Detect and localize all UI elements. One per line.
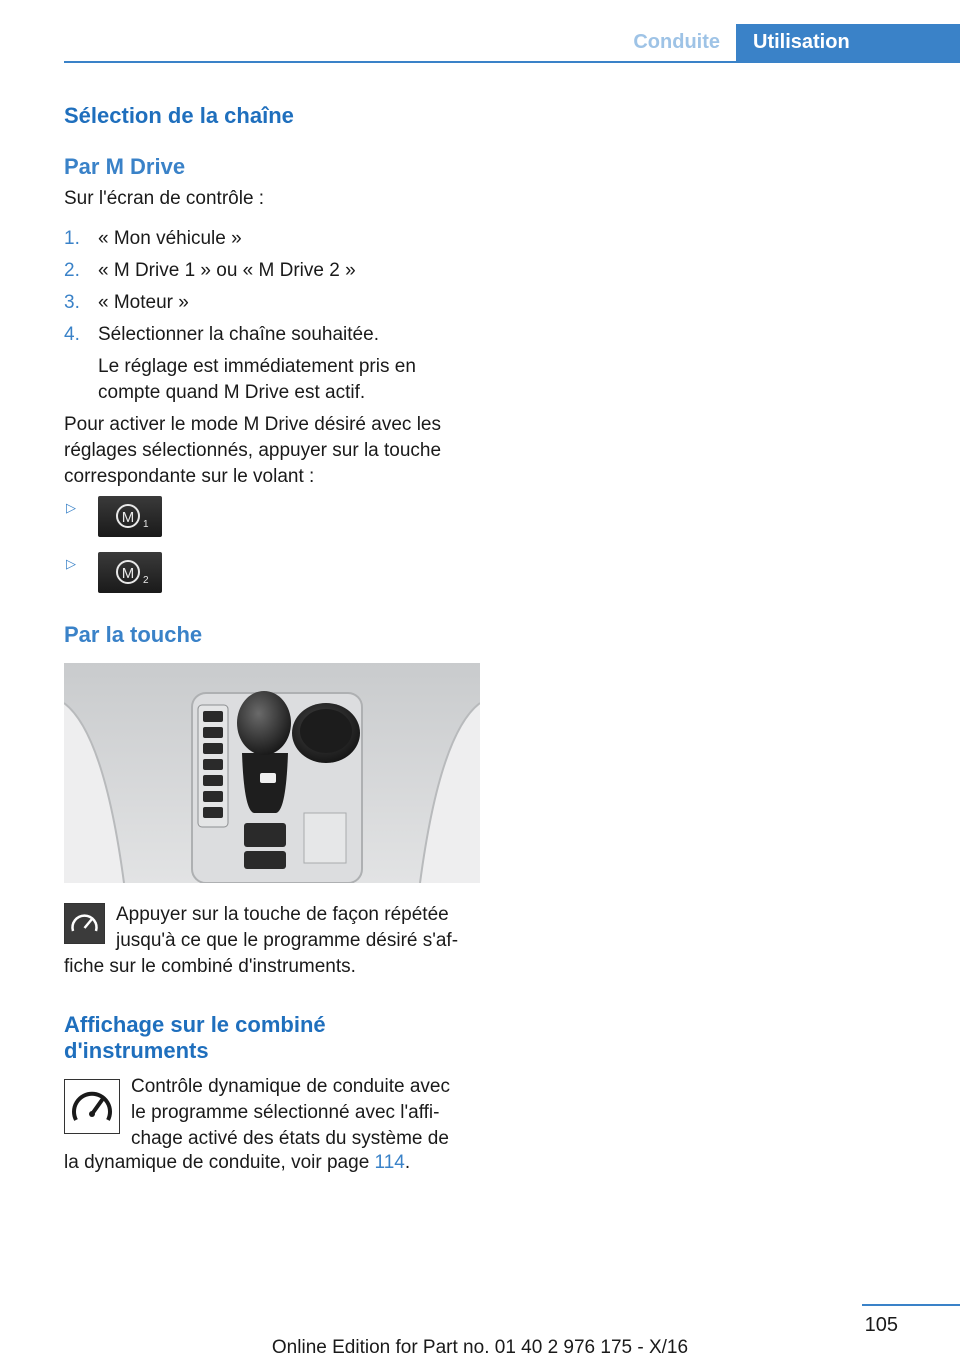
footer-rule xyxy=(862,1304,960,1306)
svg-text:1: 1 xyxy=(143,519,149,530)
heading-par-la-touche: Par la touche xyxy=(64,622,203,647)
paragraph-line: Pour activer le mode M Drive désiré avec les xyxy=(64,414,441,435)
step-note-line: Le réglage est immédiatement pris en xyxy=(98,356,416,377)
step-text: « Mon véhicule » xyxy=(98,228,242,249)
page-title: Sélection de la chaîne xyxy=(64,103,294,128)
step-number: 4. xyxy=(64,324,80,345)
paragraph-line: réglages sélectionnés, appuyer sur la touche xyxy=(64,440,442,461)
page-number: 105 xyxy=(864,1314,898,1336)
svg-text:M: M xyxy=(121,509,135,526)
step-number: 3. xyxy=(64,292,80,313)
step-text: Sélectionner la chaîne souhaitée. xyxy=(98,324,379,345)
edition-text: Online Edition for Part no. 01 40 2 976 175 - X/16 xyxy=(271,1337,689,1358)
step-number: 1. xyxy=(64,228,80,249)
bullet-marker: ▷ xyxy=(66,500,76,515)
heading-par-m-drive: Par M Drive xyxy=(64,154,186,179)
m2-button-icon xyxy=(98,552,162,593)
tab-conduite[interactable]: Conduite xyxy=(633,31,720,53)
reference-suffix: . xyxy=(404,1152,411,1173)
paragraph-line: fiche sur le combiné d'instruments. xyxy=(64,956,356,977)
paragraph-line: le programme sélectionné avec l'affi- xyxy=(131,1102,440,1123)
header-rule xyxy=(64,61,960,63)
paragraph-line: jusqu'à ce que le programme désiré s'af- xyxy=(116,930,459,951)
dynamic-driving-control-icon xyxy=(64,1079,120,1134)
paragraph-line: Appuyer sur la touche de façon répétée xyxy=(116,904,449,925)
step-text: « Moteur » xyxy=(98,292,189,313)
tab-utilisation[interactable]: Utilisation xyxy=(736,24,960,61)
intro-text: Sur l'écran de contrôle : xyxy=(64,188,265,209)
m1-button-icon xyxy=(98,496,162,537)
paragraph-line xyxy=(64,1150,410,1176)
svg-text:2: 2 xyxy=(143,575,149,586)
bullet-marker: ▷ xyxy=(66,556,76,571)
step-note-line: compte quand M Drive est actif. xyxy=(98,382,366,403)
reference-text: la dynamique de conduite, voir page xyxy=(64,1152,375,1173)
svg-text:M: M xyxy=(121,565,135,582)
center-console-photo xyxy=(64,663,480,883)
paragraph-line: Contrôle dynamique de conduite avec xyxy=(131,1076,450,1097)
step-text: « M Drive 1 » ou « M Drive 2 » xyxy=(98,260,356,281)
page-link-114[interactable]: 114 xyxy=(374,1152,405,1173)
heading-affichage-line: d'instruments xyxy=(64,1038,209,1063)
step-number: 2. xyxy=(64,260,80,281)
speedometer-icon xyxy=(64,903,105,944)
heading-affichage-line: Affichage sur le combiné xyxy=(64,1012,326,1037)
paragraph-line: correspondante sur le volant : xyxy=(64,466,315,487)
paragraph-line: chage activé des états du système de xyxy=(131,1128,449,1149)
